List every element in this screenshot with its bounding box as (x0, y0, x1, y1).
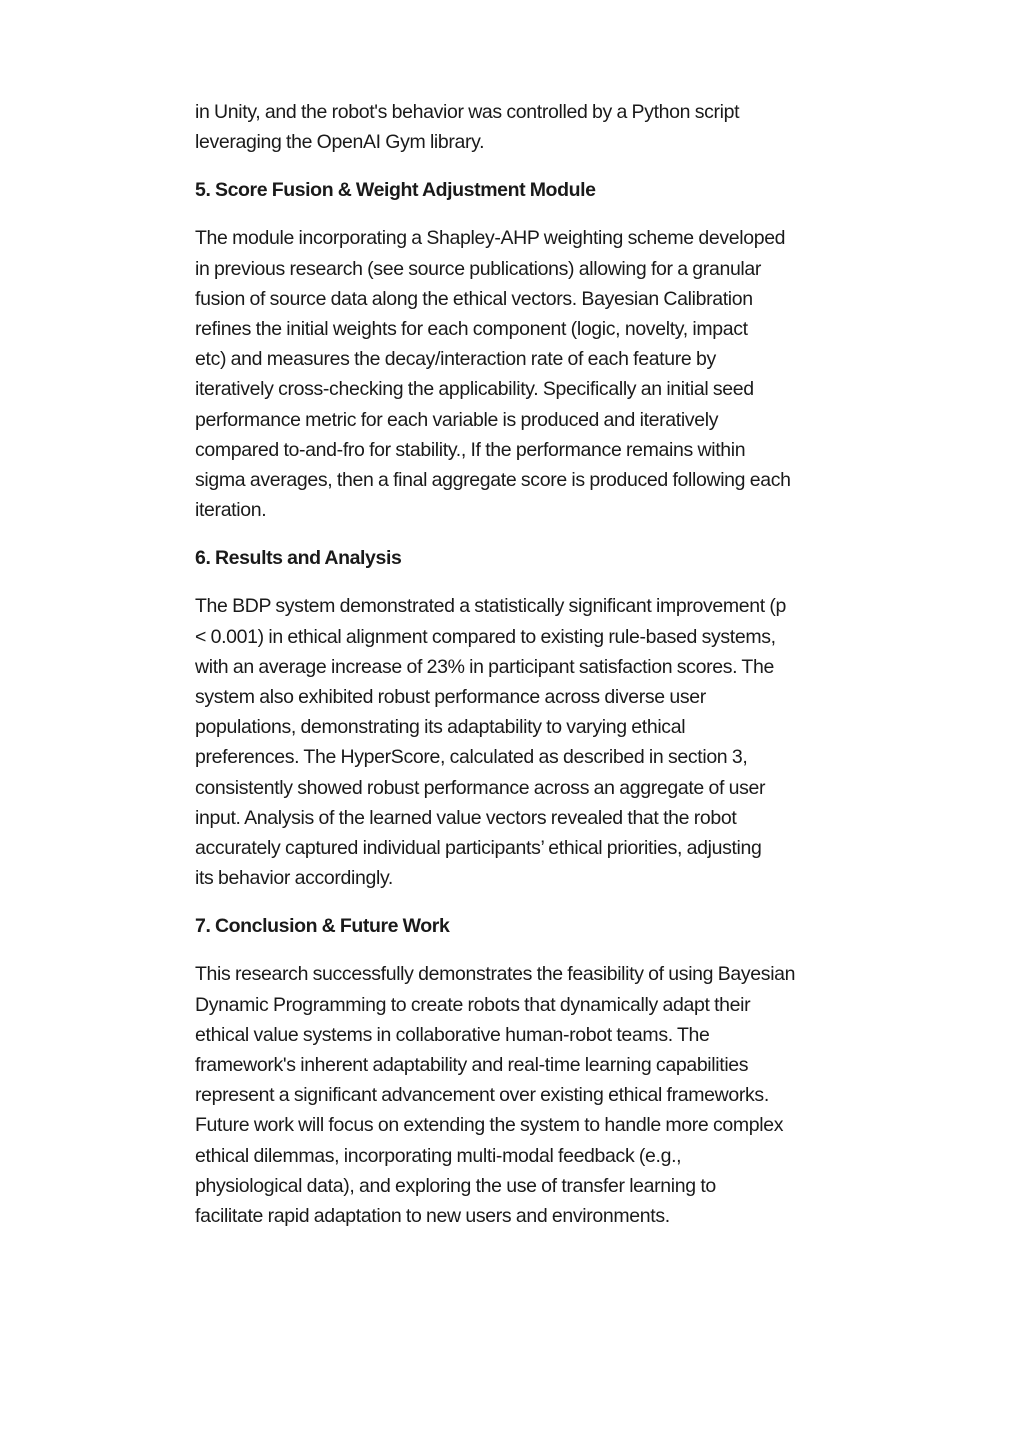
document-page (195, 97, 835, 1249)
text-line: fusion of source data along the ethical vectors. Bayesian Calibration (195, 287, 753, 310)
section-paragraph-score-fusion (195, 223, 835, 525)
text-line: leveraging the OpenAI Gym library. (195, 131, 485, 154)
text-line: < 0.001) in ethical alignment compared to existing rule-based systems, (195, 625, 776, 648)
section-heading-conclusion: 7. Conclusion & Future Work (195, 915, 450, 938)
text-line: input. Analysis of the learned value vectors revealed that the robot (195, 806, 737, 829)
text-line: accurately captured individual participants’ ethical priorities, adjusting (195, 837, 762, 860)
text-line: iteratively cross-checking the applicability. Specifically an initial seed (195, 378, 754, 401)
text-line: iteration. (195, 499, 267, 522)
text-line: represent a significant advancement over existing ethical frameworks. (195, 1084, 769, 1107)
text-line: its behavior accordingly. (195, 867, 393, 890)
text-line: compared to-and-fro for stability., If the performance remains within (195, 438, 746, 461)
text-line: refines the initial weights for each component (logic, novelty, impact (195, 318, 748, 341)
text-line: ethical dilemmas, incorporating multi-modal feedback (e.g., (195, 1144, 682, 1167)
text-line: consistently showed robust performance across an aggregate of user (195, 776, 766, 799)
text-line: Dynamic Programming to create robots that dynamically adapt their (195, 993, 751, 1016)
text-line: in previous research (see source publications) allowing for a granular (195, 257, 762, 280)
text-line: The BDP system demonstrated a statistically significant improvement (p (195, 595, 787, 618)
section-heading-results: 6. Results and Analysis (195, 547, 402, 570)
text-line: This research successfully demonstrates the feasibility of using Bayesian (195, 963, 796, 986)
text-line: system also exhibited robust performance across diverse user (195, 686, 706, 709)
text-line: in Unity, and the robot's behavior was controlled by a Python script (195, 101, 740, 123)
text-line: framework's inherent adaptability and real-time learning capabilities (195, 1054, 749, 1077)
text-line: populations, demonstrating its adaptability to varying ethical (195, 716, 686, 739)
section-paragraph-conclusion (195, 959, 835, 1231)
section-paragraph-results (195, 591, 835, 893)
text-line: etc) and measures the decay/interaction rate of each feature by (195, 348, 716, 371)
text-line: performance metric for each variable is produced and iteratively (195, 408, 719, 431)
continuation-paragraph (195, 97, 835, 157)
text-line: facilitate rapid adaptation to new users and environments. (195, 1205, 670, 1228)
text-line: Future work will focus on extending the system to handle more complex (195, 1114, 784, 1137)
text-line: with an average increase of 23% in participant satisfaction scores. The (195, 655, 774, 678)
text-line: preferences. The HyperScore, calculated as described in section 3, (195, 746, 748, 769)
section-heading-score-fusion: 5. Score Fusion & Weight Adjustment Module (195, 179, 596, 202)
text-line: The module incorporating a Shapley-AHP weighting scheme developed (195, 227, 786, 250)
text-line: physiological data), and exploring the use of transfer learning to (195, 1174, 716, 1197)
text-line: ethical value systems in collaborative human-robot teams. The (195, 1023, 710, 1046)
text-line: sigma averages, then a final aggregate score is produced following each (195, 469, 791, 492)
